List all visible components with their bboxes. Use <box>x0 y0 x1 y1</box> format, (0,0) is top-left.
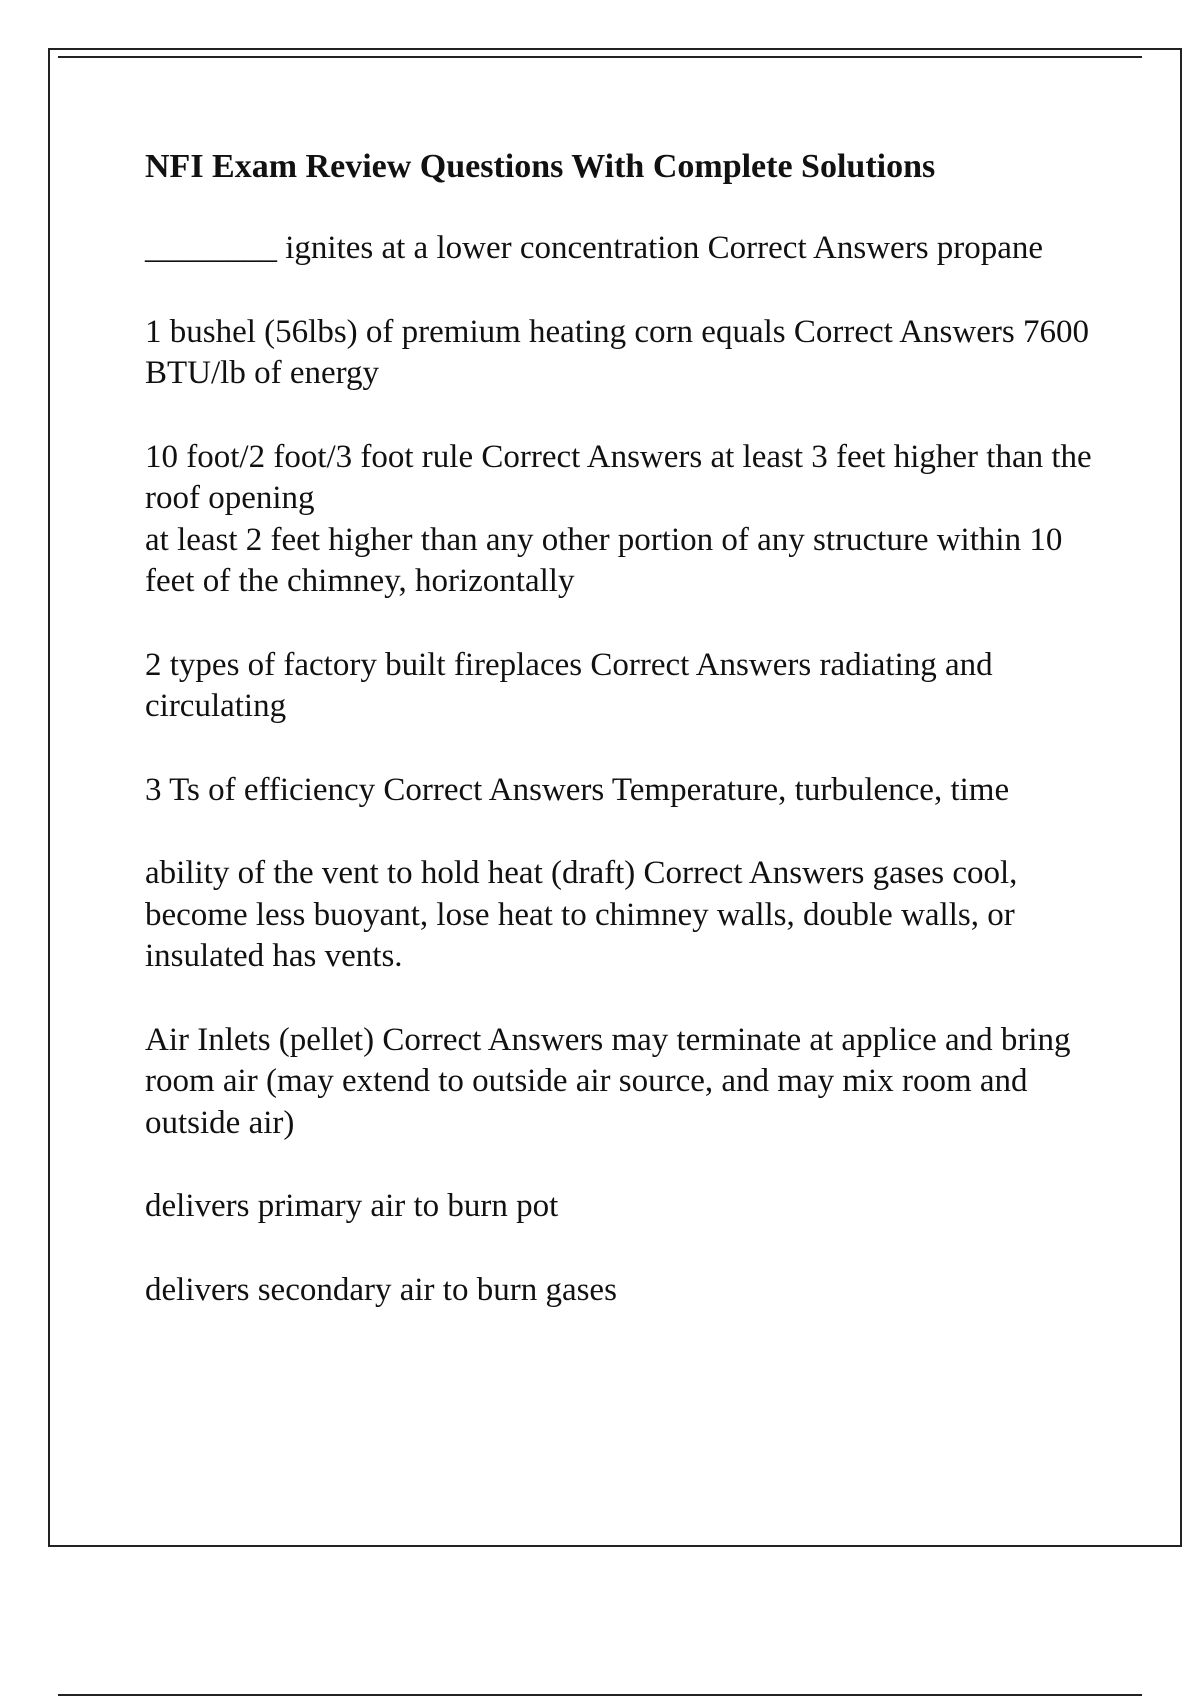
qa-item-5 <box>145 770 1105 812</box>
qa-text: ________ ignites at a lower concentration Correct Answers propane <box>145 230 1044 266</box>
qa-text: ability of the vent to hold heat (draft) Correct Answers gases cool, become less buoyant, lose heat to chimney walls, double walls, or insulated has vents. <box>145 855 1018 974</box>
qa-item-3 <box>145 437 1105 603</box>
qa-text: Air Inlets (pellet) Correct Answers may terminate at applice and bring room air (may extend to outside air source, and may mix room and outside air) <box>145 1021 1071 1141</box>
extra-line-2: delivers secondary air to burn gases <box>145 1271 617 1308</box>
qa-item-7 <box>145 1020 1105 1145</box>
qa-text-continued: at least 2 feet higher than any other portion of any structure within 10 feet of the chimney, horizontally <box>145 521 1063 599</box>
qa-text: 3 Ts of efficiency Correct Answers Temperature, turbulence, time <box>145 771 1010 808</box>
qa-item-2 <box>145 312 1105 395</box>
qa-item-1 <box>145 228 1105 270</box>
document-title: NFI Exam Review Questions With Complete Solutions <box>145 148 936 185</box>
document-body <box>145 146 1105 1353</box>
qa-item-4 <box>145 645 1105 728</box>
extra-line-1: delivers primary air to burn pot <box>145 1188 559 1224</box>
bottom-rule <box>58 1694 1142 1696</box>
qa-text: 10 foot/2 foot/3 foot rule Correct Answers at least 3 feet higher than the roof opening <box>145 438 1092 516</box>
qa-text: 2 types of factory built fireplaces Correct Answers radiating and circulating <box>145 646 993 724</box>
qa-text: 1 bushel (56lbs) of premium heating corn equals Correct Answers 7600 BTU/lb of energy <box>145 313 1089 391</box>
top-rule <box>58 56 1142 58</box>
qa-item-6 <box>145 853 1105 978</box>
